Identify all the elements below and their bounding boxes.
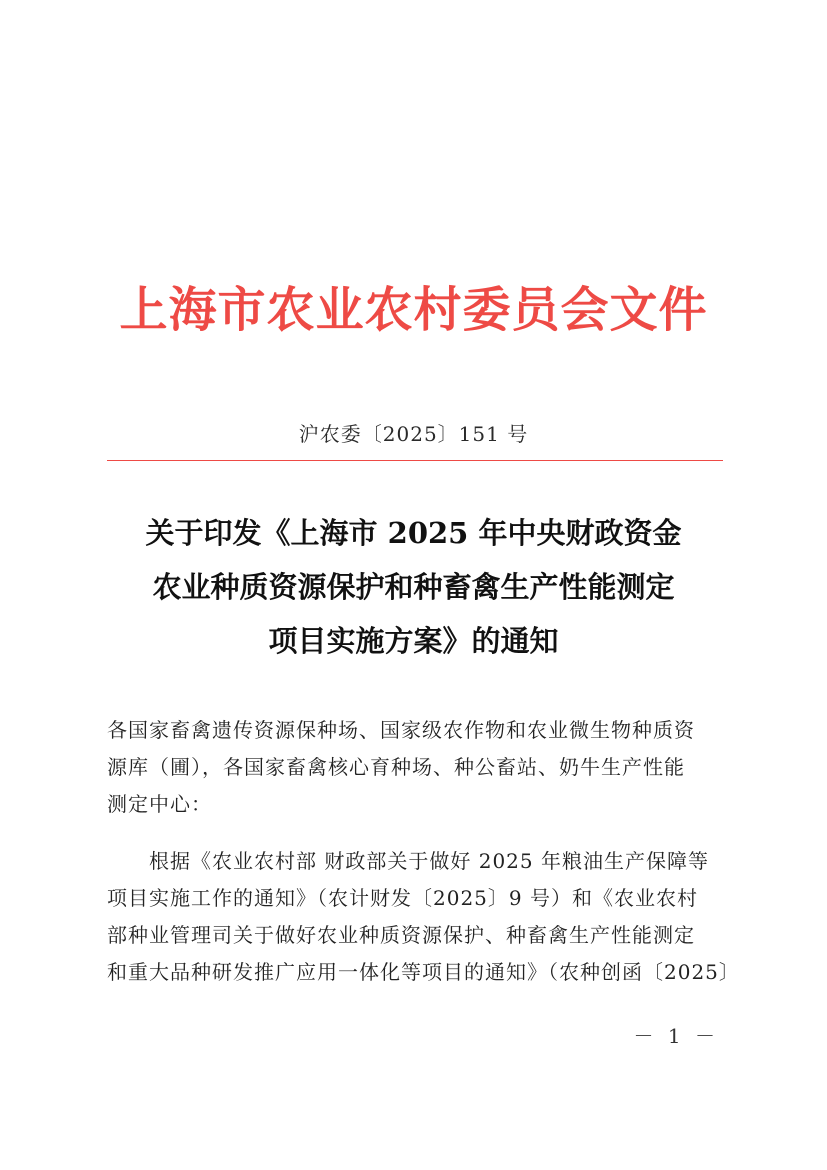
document-title-line: 农业种质资源保护和种畜禽生产性能测定 <box>152 570 675 604</box>
page-number: － 1 － <box>633 1024 719 1048</box>
issuing-authority-title: 上海市农业农村委员会文件 <box>119 282 708 338</box>
document-title <box>0 506 827 668</box>
body-line: 和重大品种研发推广应用一体化等项目的通知》（农种创函〔2025〕 <box>107 960 740 984</box>
recipients-line: 源库（圃），各国家畜禽核心育种场、种公畜站、奶牛生产性能 <box>107 755 685 779</box>
document-title-line: 关于印发《上海市 2025 年中央财政资金 <box>145 516 682 550</box>
recipients-line: 各国家畜禽遗传资源保种场、国家级农作物和农业微生物种质资 <box>107 718 695 742</box>
body-line: 部种业管理司关于做好农业种质资源保护、种畜禽生产性能测定 <box>107 923 695 947</box>
recipients-paragraph <box>107 712 723 823</box>
recipients-line: 测定中心： <box>107 792 212 816</box>
red-separator-line <box>107 460 723 461</box>
document-title-line: 项目实施方案》的通知 <box>268 624 559 658</box>
body-line: 项目实施工作的通知》（农计财发〔2025〕9 号）和《农业农村 <box>107 886 698 910</box>
body-paragraph <box>107 843 740 991</box>
document-number: 沪农委〔2025〕151 号 <box>298 422 529 446</box>
body-line: 根据《农业农村部 财政部关于做好 2025 年粮油生产保障等 <box>149 849 709 873</box>
